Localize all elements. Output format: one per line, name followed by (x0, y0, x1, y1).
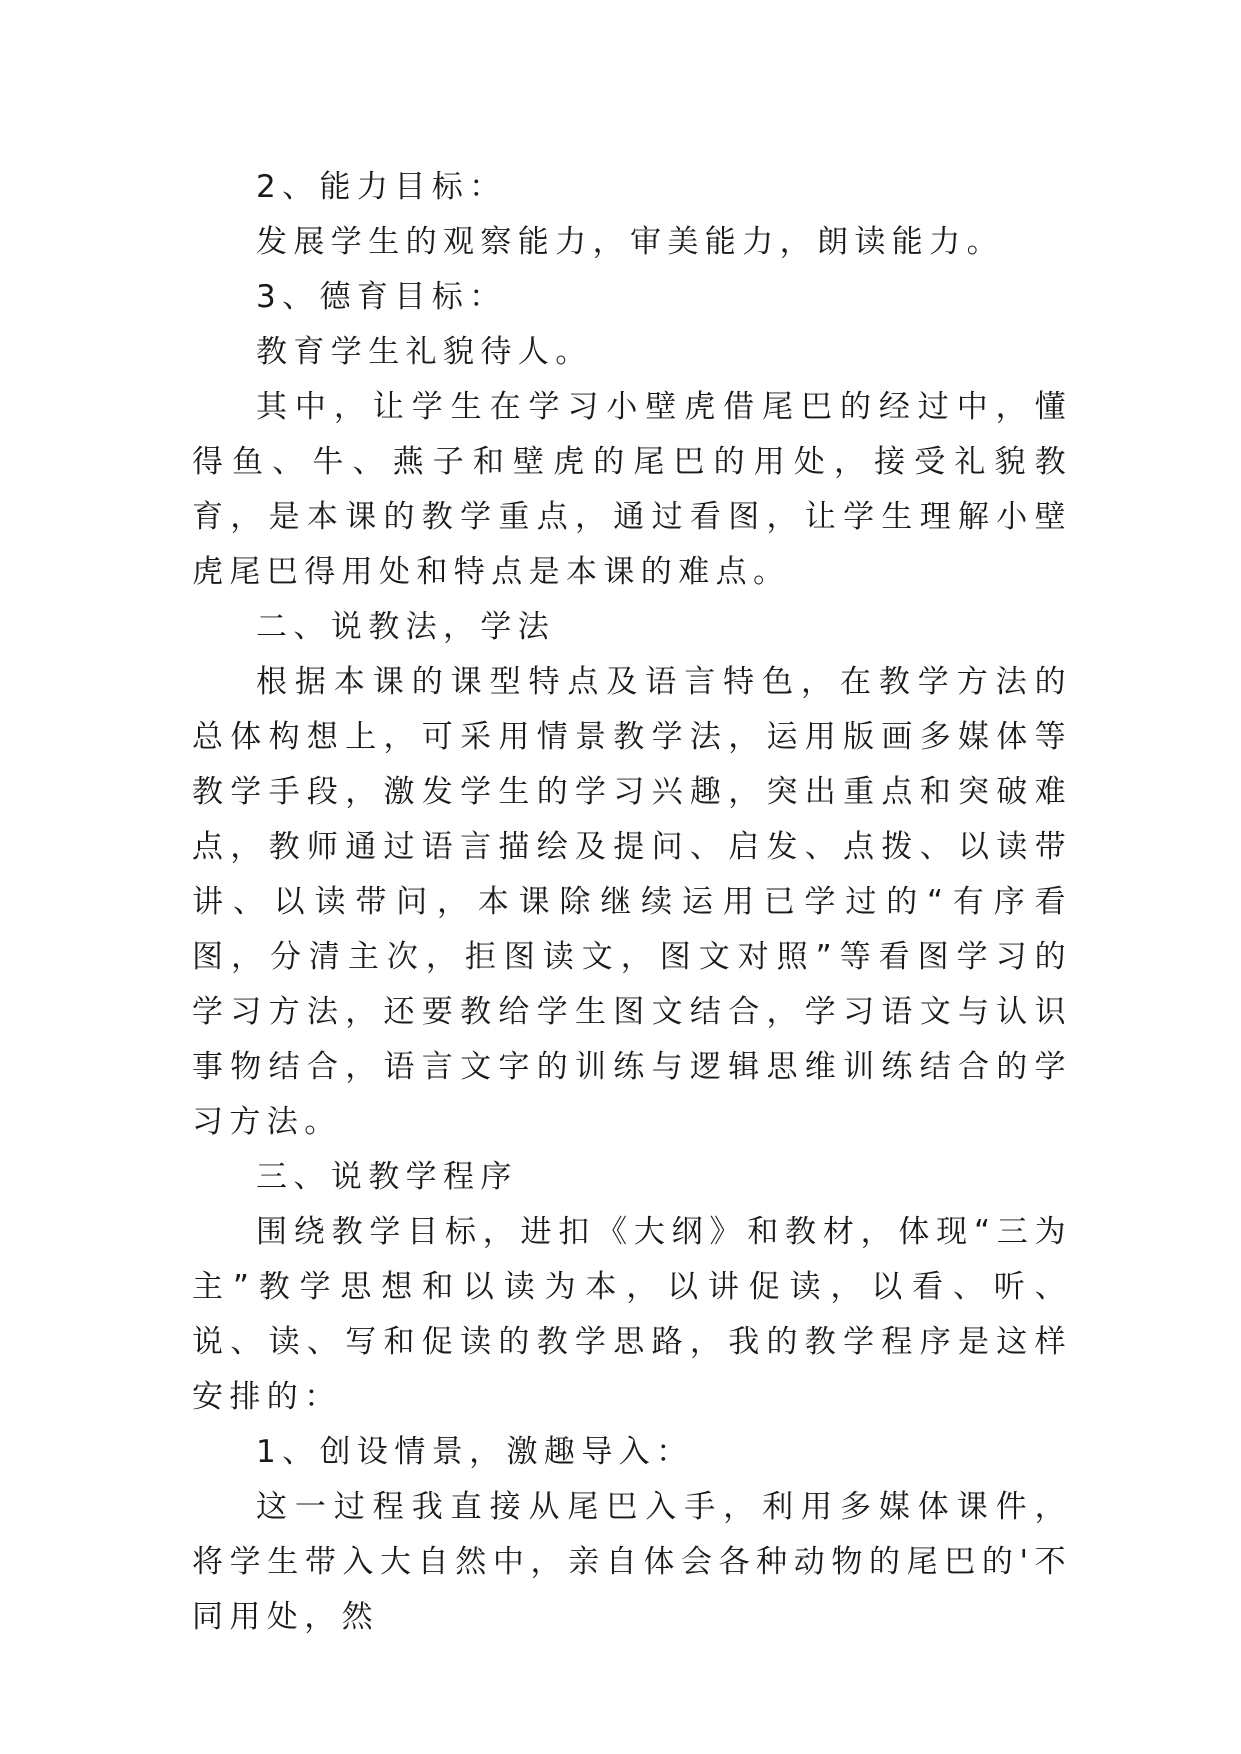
paragraph-ability-goal: 发展学生的观察能力，审美能力，朗读能力。 (256, 224, 1004, 260)
paragraph-step-one: 这一过程我直接从尾巴入手，利用多媒体课件，将学生带入大自然中，亲自体会各种动物的尾巴的'不同用处，然 (192, 1489, 1072, 1635)
paragraph-moral-goal-heading: 3、德育目标： (256, 279, 507, 315)
document-body (192, 160, 1072, 1645)
paragraph-methods: 根据本课的课型特点及语言特色，在教学方法的总体构想上，可采用情景教学法，运用版画多媒体等教学手段，激发学生的学习兴趣，突出重点和突破难点，教师通过语言描绘及提问、启发、点拨、以读带讲、以读带问，本课除继续运用已学过的“有序看图，分清主次，拒图读文，图文对照”等看图学习的学习方法，还要教给学生图文结合，学习语文与认识事物结合，语言文字的训练与逻辑思维训练结合的学习方法。 (192, 664, 1072, 1140)
paragraph-key-points: 其中，让学生在学习小壁虎借尾巴的经过中，懂得鱼、牛、燕子和壁虎的尾巴的用处，接受礼貌教育，是本课的教学重点，通过看图，让学生理解小壁虎尾巴得用处和特点是本课的难点。 (192, 389, 1072, 590)
paragraph-procedure-heading: 三、说教学程序 (256, 1159, 518, 1195)
paragraph-step-one-heading: 1、创设情景，激趣导入： (256, 1434, 694, 1470)
paragraph-moral-goal: 教育学生礼貌待人。 (256, 334, 593, 370)
paragraph-procedure-intro: 围绕教学目标，进扣《大纲》和教材，体现“三为主”教学思想和以读为本，以讲促读，以看、听、说、读、写和促读的教学思路，我的教学程序是这样安排的： (192, 1214, 1072, 1415)
paragraph-ability-goal-heading: 2、能力目标： (256, 169, 507, 205)
paragraph-methods-heading: 二、说教法，学法 (256, 609, 556, 645)
